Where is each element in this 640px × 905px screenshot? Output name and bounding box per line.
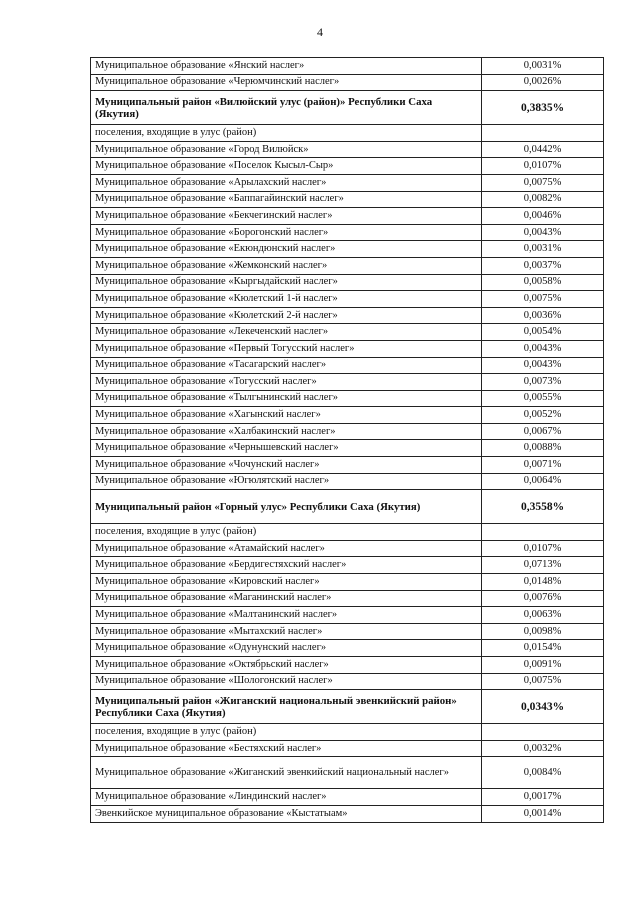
district-share-value: 0,0343% [482, 690, 604, 724]
table-row [91, 174, 604, 191]
settlements-subheader-row [91, 125, 604, 142]
municipality-name: Муниципальное образование «Хагынский наслег» [91, 407, 482, 424]
municipality-name: Муниципальное образование «Малтанинский наслег» [91, 607, 482, 624]
share-value: 0,0054% [482, 324, 604, 341]
share-value: 0,0098% [482, 623, 604, 640]
settlements-subheader-row [91, 524, 604, 541]
table-row [91, 241, 604, 258]
share-value [482, 724, 604, 741]
municipality-name: Муниципальное образование «Тылгынинский наслег» [91, 390, 482, 407]
share-value: 0,0031% [482, 58, 604, 75]
municipality-name: Муниципальное образование «Линдинский наслег» [91, 789, 482, 806]
municipality-name: Муниципальное образование «Первый Тогусский наслег» [91, 340, 482, 357]
table-body [91, 58, 604, 823]
share-value [482, 524, 604, 541]
table-row [91, 141, 604, 158]
share-value: 0,0071% [482, 457, 604, 474]
settlements-subheader-row [91, 724, 604, 741]
municipality-name: Муниципальное образование «Баппагайинский наслег» [91, 191, 482, 208]
table-row [91, 390, 604, 407]
share-value: 0,0036% [482, 307, 604, 324]
table-row [91, 623, 604, 640]
municipality-name: Муниципальное образование «Октябрьский наслег» [91, 657, 482, 674]
table-row [91, 657, 604, 674]
district-name: Муниципальный район «Вилюйский улус (район)» Республики Саха (Якутия) [91, 91, 482, 125]
table-row [91, 357, 604, 374]
share-value: 0,0037% [482, 257, 604, 274]
allocation-table [90, 57, 604, 823]
table-row [91, 374, 604, 391]
share-value: 0,0014% [482, 805, 604, 822]
share-value: 0,0026% [482, 74, 604, 91]
municipality-name: Муниципальное образование «Бекчегинский наслег» [91, 208, 482, 225]
share-value [482, 125, 604, 142]
share-value: 0,0091% [482, 657, 604, 674]
municipality-name: Муниципальное образование «Лекеченский наслег» [91, 324, 482, 341]
share-value: 0,0442% [482, 141, 604, 158]
table-row [91, 440, 604, 457]
share-value: 0,0043% [482, 340, 604, 357]
share-value: 0,0032% [482, 740, 604, 757]
share-value: 0,0154% [482, 640, 604, 657]
table-row [91, 191, 604, 208]
share-value: 0,0076% [482, 590, 604, 607]
district-row [91, 490, 604, 524]
municipality-name: поселения, входящие в улус (район) [91, 125, 482, 142]
table-row [91, 740, 604, 757]
district-row [91, 91, 604, 125]
municipality-name: Муниципальное образование «Янский наслег» [91, 58, 482, 75]
municipality-name: Муниципальное образование «Югюлятский наслег» [91, 473, 482, 490]
district-share-value: 0,3835% [482, 91, 604, 125]
share-value: 0,0084% [482, 757, 604, 789]
municipality-name: Муниципальное образование «Город Вилюйск» [91, 141, 482, 158]
table-row [91, 307, 604, 324]
share-value: 0,0075% [482, 673, 604, 690]
municipality-name: Муниципальное образование «Жиганский эвенкийский национальный наслег» [91, 757, 482, 789]
municipality-name: Муниципальное образование «Тогусский наслег» [91, 374, 482, 391]
share-value: 0,0107% [482, 158, 604, 175]
share-value: 0,0055% [482, 390, 604, 407]
share-value: 0,0073% [482, 374, 604, 391]
share-value: 0,0031% [482, 241, 604, 258]
municipality-name: Муниципальное образование «Чернышевский наслег» [91, 440, 482, 457]
municipality-name: Муниципальное образование «Кюлетский 1-й наслег» [91, 291, 482, 308]
municipality-name: Муниципальное образование «Кюлетский 2-й наслег» [91, 307, 482, 324]
table-row [91, 540, 604, 557]
table-row [91, 291, 604, 308]
share-value: 0,0043% [482, 224, 604, 241]
table-row [91, 340, 604, 357]
municipality-name: Муниципальное образование «Арылахский наслег» [91, 174, 482, 191]
municipality-name: поселения, входящие в улус (район) [91, 524, 482, 541]
municipality-name: Муниципальное образование «Тасагарский наслег» [91, 357, 482, 374]
table-row [91, 274, 604, 291]
table-row [91, 224, 604, 241]
table-row [91, 423, 604, 440]
municipality-name: Муниципальное образование «Черюмчинский наслег» [91, 74, 482, 91]
municipality-name: Муниципальное образование «Шологонский наслег» [91, 673, 482, 690]
municipality-name: Муниципальное образование «Поселок Кысыл-Сыр» [91, 158, 482, 175]
municipality-name: Муниципальное образование «Бестяхский наслег» [91, 740, 482, 757]
table-row [91, 158, 604, 175]
share-value: 0,0067% [482, 423, 604, 440]
share-value: 0,0043% [482, 357, 604, 374]
municipality-name: поселения, входящие в улус (район) [91, 724, 482, 741]
table-row [91, 407, 604, 424]
table-row [91, 457, 604, 474]
share-value: 0,0075% [482, 174, 604, 191]
share-value: 0,0148% [482, 574, 604, 591]
district-name: Муниципальный район «Горный улус» Республики Саха (Якутия) [91, 490, 482, 524]
table-row [91, 805, 604, 822]
municipality-name: Муниципальное образование «Борогонский наслег» [91, 224, 482, 241]
share-value: 0,0046% [482, 208, 604, 225]
table-row [91, 324, 604, 341]
municipality-name: Муниципальное образование «Кыргыдайский наслег» [91, 274, 482, 291]
table-row [91, 757, 604, 789]
share-value: 0,0082% [482, 191, 604, 208]
municipality-name: Муниципальное образование «Маганинский наслег» [91, 590, 482, 607]
share-value: 0,0107% [482, 540, 604, 557]
table-row [91, 208, 604, 225]
municipality-name: Эвенкийское муниципальное образование «Кыстатыам» [91, 805, 482, 822]
municipality-name: Муниципальное образование «Екюндюнский наслег» [91, 241, 482, 258]
share-value: 0,0088% [482, 440, 604, 457]
share-value: 0,0075% [482, 291, 604, 308]
table-row [91, 58, 604, 75]
district-row [91, 690, 604, 724]
share-value: 0,0713% [482, 557, 604, 574]
municipality-name: Муниципальное образование «Халбакинский наслег» [91, 423, 482, 440]
municipality-name: Муниципальное образование «Бердигестяхский наслег» [91, 557, 482, 574]
table-row [91, 257, 604, 274]
table-row [91, 640, 604, 657]
table-row [91, 74, 604, 91]
table-row [91, 590, 604, 607]
table-row [91, 789, 604, 806]
share-value: 0,0052% [482, 407, 604, 424]
municipality-name: Муниципальное образование «Одунунский наслег» [91, 640, 482, 657]
share-value: 0,0063% [482, 607, 604, 624]
page-number: 4 [317, 25, 323, 39]
share-value: 0,0058% [482, 274, 604, 291]
district-share-value: 0,3558% [482, 490, 604, 524]
district-name: Муниципальный район «Жиганский национальный эвенкийский район» Республики Саха (Якутия) [91, 690, 482, 724]
table-row [91, 557, 604, 574]
share-value: 0,0017% [482, 789, 604, 806]
municipality-name: Муниципальное образование «Мытахский наслег» [91, 623, 482, 640]
table-row [91, 574, 604, 591]
table-row [91, 673, 604, 690]
municipality-name: Муниципальное образование «Кировский наслег» [91, 574, 482, 591]
share-value: 0,0064% [482, 473, 604, 490]
municipality-name: Муниципальное образование «Атамайский наслег» [91, 540, 482, 557]
municipality-name: Муниципальное образование «Жемконский наслег» [91, 257, 482, 274]
table-row [91, 607, 604, 624]
table-row [91, 473, 604, 490]
municipality-name: Муниципальное образование «Чочунский наслег» [91, 457, 482, 474]
